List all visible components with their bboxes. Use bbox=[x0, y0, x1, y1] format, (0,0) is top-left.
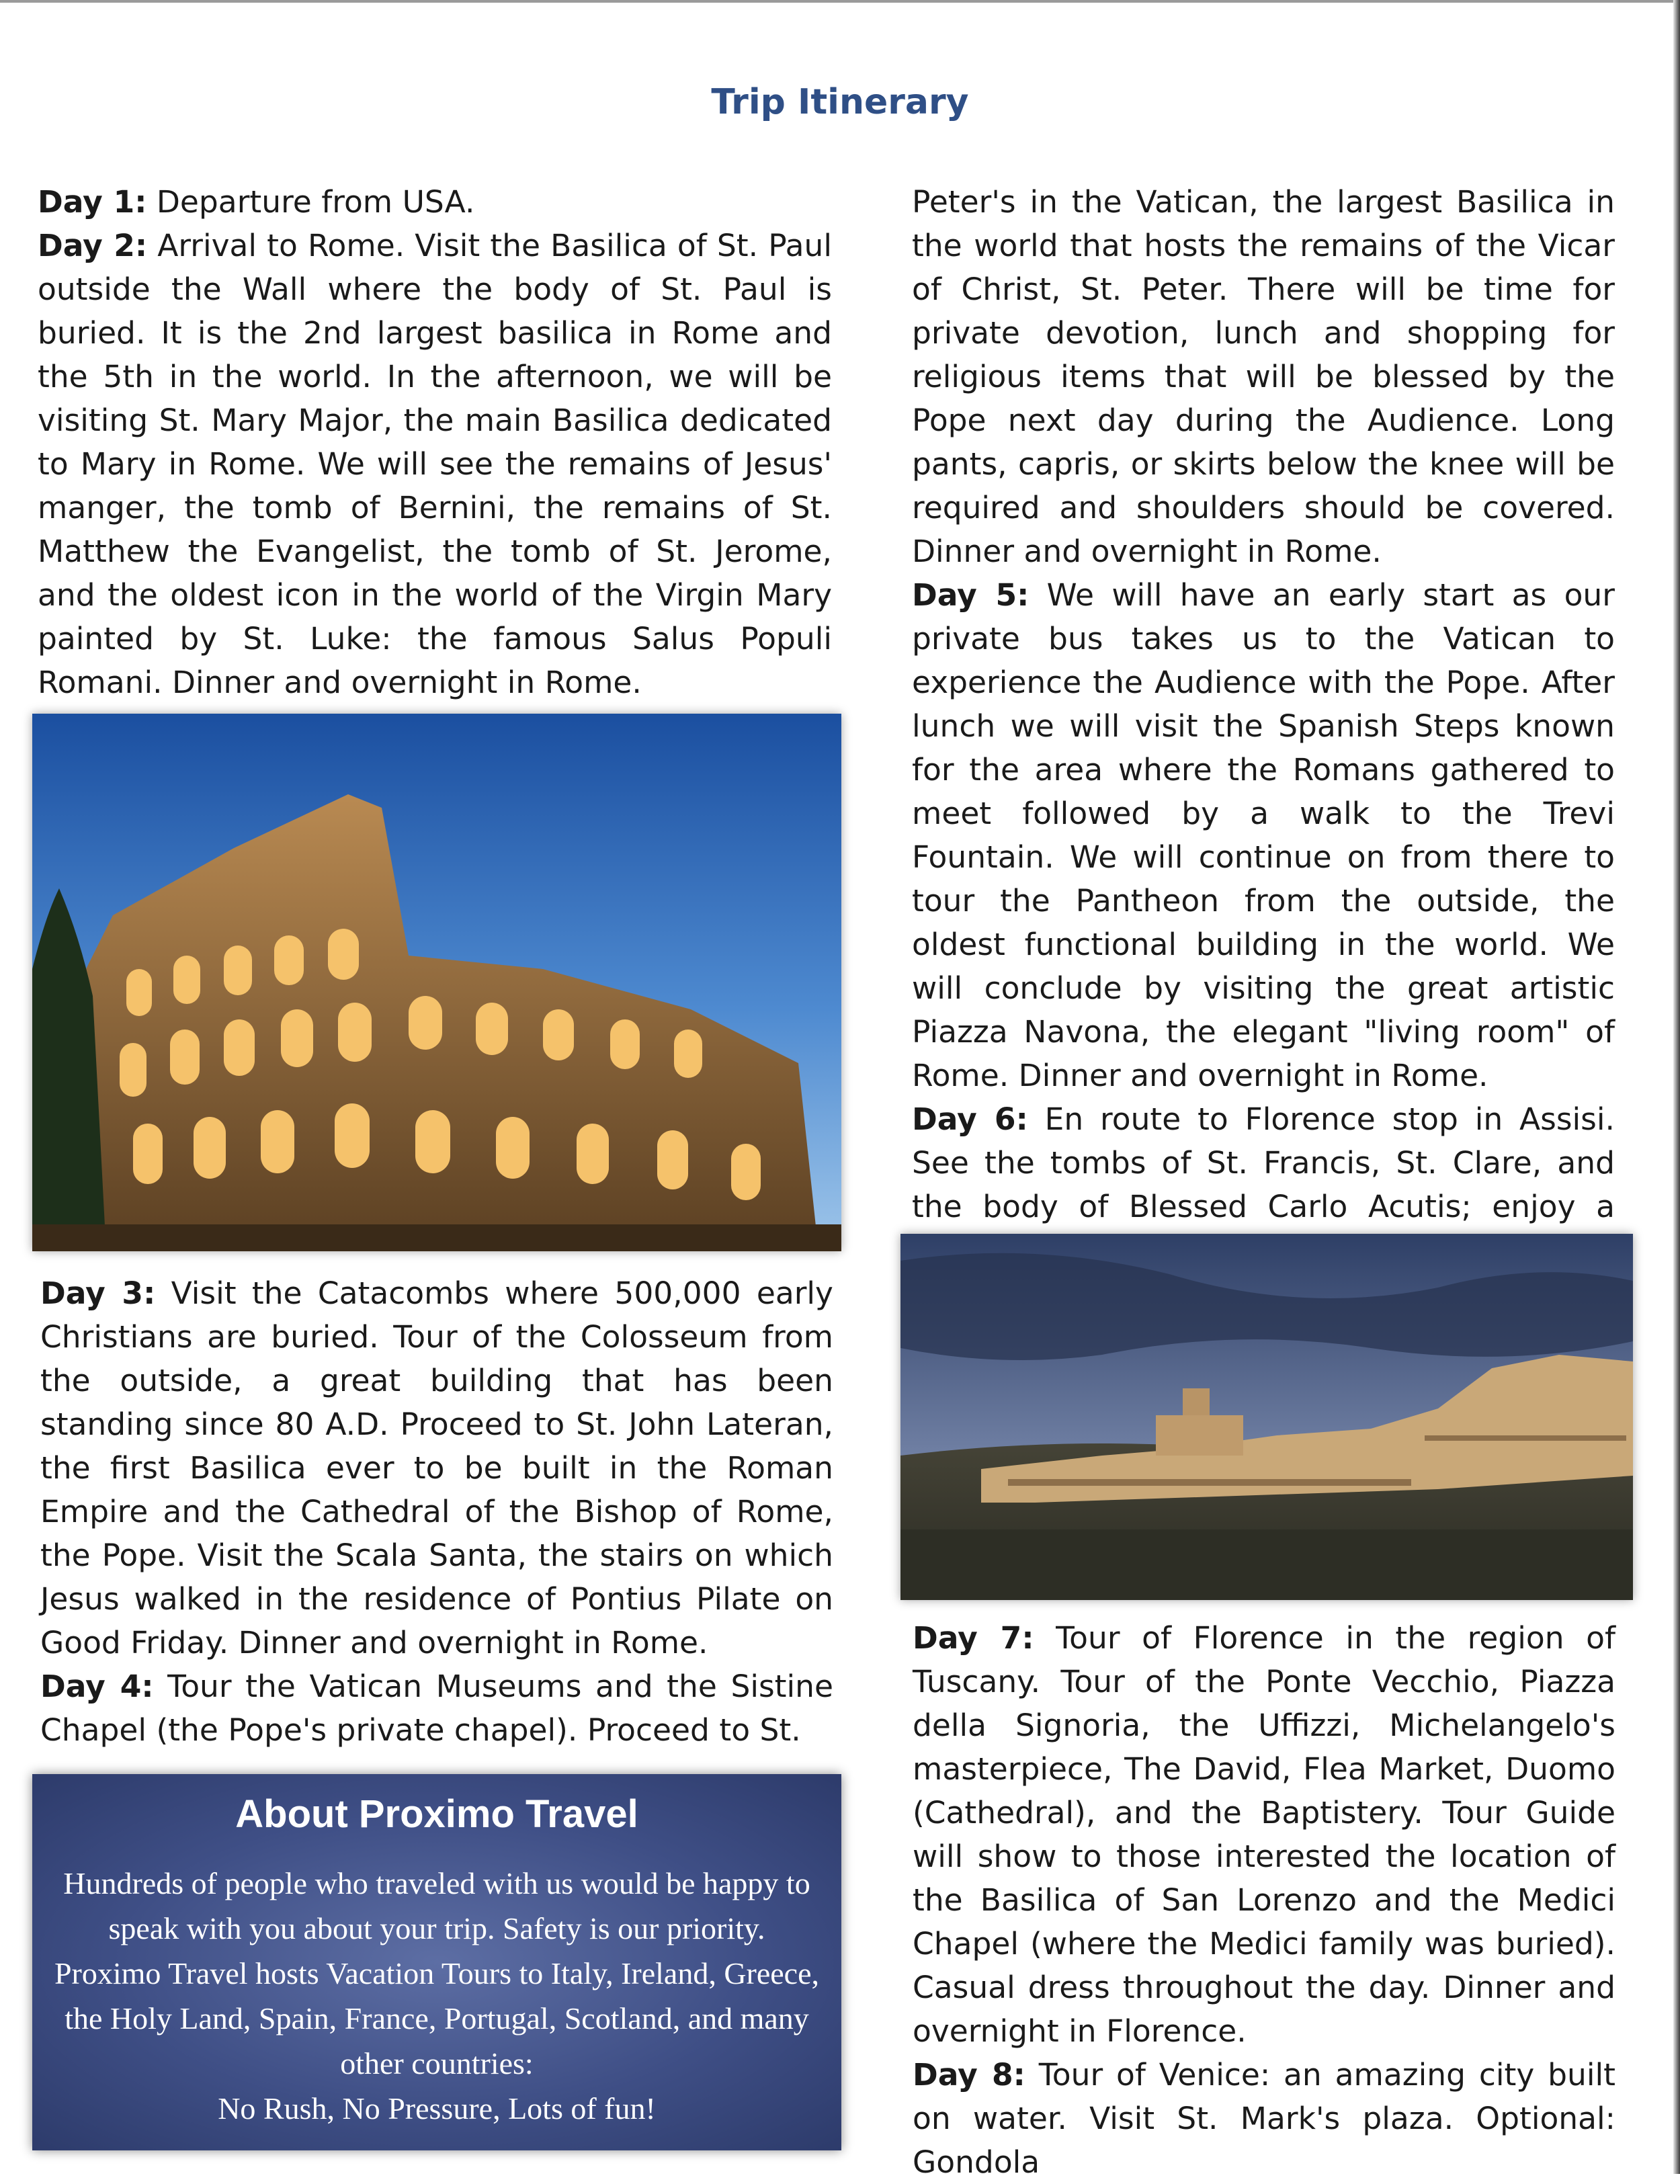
scan-edge-right bbox=[1673, 0, 1680, 2174]
day-label: Day 6: bbox=[912, 1101, 1028, 1137]
about-body bbox=[52, 1861, 821, 2131]
day-label: Day 5: bbox=[912, 577, 1030, 613]
about-description: Hundreds of people who traveled with us would be happy to speak with you about your trip. Safety is our priority. Proximo Travel hosts Vacation Tours to Italy, Ireland, Greece, the Holy Land, Spain, France, Portugal, Scotland, and many other countries: bbox=[54, 1866, 820, 2081]
day-4-paragraph bbox=[40, 1665, 833, 1752]
day-5-paragraph bbox=[912, 573, 1615, 1097]
day-text: Visit the Catacombs where 500,000 early Christians are buried. Tour of the Colosseum from the outside, a great building that has been standing since 80 A.D. Proceed to St. John Lateran, the first Basilica ever to be built in the Roman Empire and the Cathedral of the Bishop of Rome, the Pope. Visit the Scala Santa, the stairs on which Jesus walked in the residence of Pontius Pilate on Good Friday. Dinner and overnight in Rome. bbox=[40, 1275, 833, 1661]
day-text: Arrival to Rome. Visit the Basilica of St. Paul outside the Wall where the body of St. Paul is buried. It is the 2nd largest basilica in Rome and the 5th in the world. In the afternoon, we will be visiting St. Mary Major, the main Basilica dedicated to Mary in Rome. We will see the remains of Jesus' manger, the tomb of Bernini, the remains of St. Matthew the Evangelist, the tomb of St. Jerome, and the oldest icon in the world of the Virgin Mary painted by St. Luke: the famous Salus Populi Romani. Dinner and overnight in Rome. bbox=[38, 228, 832, 700]
day-label: Day 4: bbox=[40, 1669, 154, 1704]
day-3-paragraph bbox=[40, 1271, 833, 1665]
day-label: Day 2: bbox=[38, 228, 148, 263]
left-column-top bbox=[38, 180, 832, 704]
day-2-paragraph bbox=[38, 224, 832, 704]
about-tagline: No Rush, No Pressure, Lots of fun! bbox=[218, 2091, 656, 2126]
right-column-bottom bbox=[913, 1616, 1615, 2184]
colosseum-photo bbox=[32, 714, 841, 1251]
page-title: Trip Itinerary bbox=[711, 82, 969, 122]
assisi-photo bbox=[900, 1234, 1633, 1600]
day-text: Tour the Vatican Museums and the Sistine Chapel (the Pope's private chapel). Proceed to St. bbox=[40, 1669, 833, 1748]
about-proximo-box bbox=[32, 1774, 841, 2150]
day-text: Departure from USA. bbox=[146, 184, 475, 220]
day-text: We will have an early start as our private bus takes us to the Vatican to experience the Audience with the Pope. After lunch we will visit the Spanish Steps known for the area where the Romans gathered to meet followed by a walk to the Trevi Fountain. We will continue on from there to tour the Pantheon from the outside, the oldest functional building in the world. We will conclude by visiting the great artistic Piazza Navona, the elegant "living room" of Rome. Dinner and overnight in Rome. bbox=[912, 577, 1615, 1093]
left-column-bottom bbox=[40, 1271, 833, 1752]
day-label: Day 3: bbox=[40, 1275, 156, 1311]
right-column-top bbox=[912, 180, 1615, 1316]
day-7-paragraph bbox=[913, 1616, 1615, 2053]
day-text: Tour of Venice: an amazing city built on water. Visit St. Mark's plaza. Optional: Gondola bbox=[913, 2057, 1615, 2180]
day-label: Day 8: bbox=[913, 2057, 1025, 2093]
day-8-paragraph bbox=[913, 2053, 1615, 2184]
day-text: En route to Florence stop in Assisi. See the tombs of St. Francis, St. Clare, and the body of Blessed Carlo Acutis; enjoy a bbox=[912, 1101, 1615, 1224]
scan-edge-top bbox=[0, 0, 1680, 3]
day-label: Day 1: bbox=[38, 184, 147, 220]
day-4-continuation: Peter's in the Vatican, the largest Basilica in the world that hosts the remains of the Vicar of Christ, St. Peter. There will be time for private devotion, lunch and shopping for religious items that will be blessed by the Pope next day during the Audience. Long pants, capris, or skirts below the knee will be required and shoulders should be covered. Dinner and overnight in Rome. bbox=[912, 184, 1615, 569]
day-text: Tour of Florence in the region of Tuscany. Tour of the Ponte Vecchio, Piazza della Signoria, the Uffizzi, Michelangelo's masterpiece, The David, Flea Market, Duomo (Cathedral), and the Baptistery. Tour Guide will show to those interested the location of the Basilica of San Lorenzo and the Medici Chapel (where the Medici family was buried). Casual dress throughout the day. Dinner and overnight in Florence. bbox=[913, 1620, 1615, 2049]
day-1-paragraph bbox=[38, 180, 832, 224]
day-label: Day 7: bbox=[913, 1620, 1034, 1656]
about-title: About Proximo Travel bbox=[235, 1792, 638, 1836]
